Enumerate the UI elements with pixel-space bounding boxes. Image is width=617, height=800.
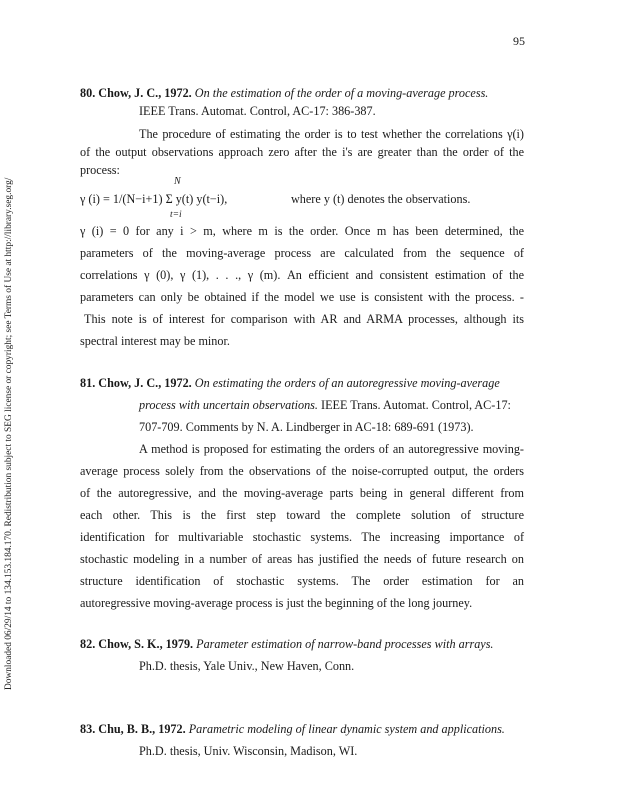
entry-81-source: 707-709. Comments by N. A. Lindberger in AC-18: 689-691 (1973). bbox=[139, 420, 474, 434]
page-number: 95 bbox=[513, 34, 525, 48]
entry-80-abstract-line: of the output observations approach zero after the i's are greater than the order of the bbox=[80, 145, 524, 159]
entry-80-abstract-line: parameters of the moving-average process are calculated from the sequence of bbox=[80, 246, 524, 260]
entry-title: Parametric modeling of linear dynamic system and applications. bbox=[188, 722, 505, 736]
entry-81-title-cont bbox=[139, 398, 511, 413]
formula-note: where y (t) denotes the observations. bbox=[291, 192, 471, 206]
entry-80-abstract-line: correlations γ (0), γ (1), . . ., γ (m). An efficient and consistent estimation of the bbox=[80, 268, 524, 282]
entry-author: Chu, B. B., 1972. bbox=[98, 722, 186, 736]
entry-81-abstract-line: average process solely from the observations of the noise-corrupted output, the orders bbox=[80, 464, 524, 478]
entry-81-abstract-line: structure identification of stochastic systems. The order estimation for an bbox=[80, 574, 524, 588]
entry-81-abstract-line: each other. This is the first step toward the complete solution of structure bbox=[80, 508, 524, 522]
correlation-formula: γ (i) = 1/(N−i+1) Σ y(t) y(t−i), bbox=[80, 192, 228, 206]
entry-81-abstract-line: identification for multivariable stochastic systems. The increasing importance of bbox=[80, 530, 524, 544]
entry-source: IEEE Trans. Automat. Control, AC-17: bbox=[321, 398, 511, 412]
entry-81-abstract-line: autoregressive moving-average process is just the beginning of the long journey. bbox=[80, 596, 473, 610]
entry-81-abstract-line: A method is proposed for estimating the orders of an autoregressive moving- bbox=[139, 442, 524, 456]
entry-80-abstract-line: γ (i) = 0 for any i > m, where m is the order. Once m has been determined, the bbox=[80, 224, 524, 238]
entry-title: Parameter estimation of narrow-band processes with arrays. bbox=[196, 637, 494, 651]
sum-upper-limit: N bbox=[174, 176, 181, 187]
entry-title: process with uncertain observations. bbox=[139, 398, 318, 412]
sum-lower-limit: t=i bbox=[170, 210, 182, 220]
entry-80-abstract-line: This note is of interest for comparison with AR and ARMA processes, although its bbox=[84, 312, 524, 326]
entry-title: On the estimation of the order of a moving-average process. bbox=[194, 86, 489, 100]
entry-80-abstract-line: process: bbox=[80, 163, 120, 177]
entry-82-source: Ph.D. thesis, Yale Univ., New Haven, Conn. bbox=[139, 659, 355, 673]
entry-80-abstract-line: The procedure of estimating the order is to test whether the correlations γ(i) bbox=[139, 127, 524, 141]
entry-title: On estimating the orders of an autoregressive moving-average bbox=[194, 376, 500, 390]
entry-number: 83. bbox=[80, 722, 96, 736]
download-notice: Downloaded 06/29/14 to 134.153.184.170. Redistribution subject to SEG license or copyright; see Terms of Use at http://library.seg.org/ bbox=[4, 177, 14, 690]
entry-author: Chow, J. C., 1972. bbox=[98, 376, 192, 390]
entry-81-abstract-line: of the autoregressive, and the moving-average parts being in general different from bbox=[80, 486, 524, 500]
entry-80-abstract-line: spectral interest may be minor. bbox=[80, 334, 230, 348]
entry-81-abstract-line: stochastic modeling in a number of areas has justified the needs of future research on bbox=[80, 552, 524, 566]
entry-number: 81. bbox=[80, 376, 96, 390]
entry-81-heading bbox=[80, 376, 500, 391]
entry-author: Chow, S. K., 1979. bbox=[98, 637, 194, 651]
entry-80-abstract-line: parameters can only be obtained if the model we use is consistent with the process. - bbox=[80, 290, 524, 304]
entry-83-source: Ph.D. thesis, Univ. Wisconsin, Madison, WI. bbox=[139, 744, 358, 758]
entry-80-source: IEEE Trans. Automat. Control, AC-17: 386-387. bbox=[139, 104, 376, 118]
entry-82-heading bbox=[80, 637, 493, 652]
entry-83-heading bbox=[80, 722, 505, 737]
entry-author: Chow, J. C., 1972. bbox=[98, 86, 192, 100]
entry-80-heading bbox=[80, 86, 488, 101]
entry-number: 80. bbox=[80, 86, 96, 100]
entry-number: 82. bbox=[80, 637, 96, 651]
